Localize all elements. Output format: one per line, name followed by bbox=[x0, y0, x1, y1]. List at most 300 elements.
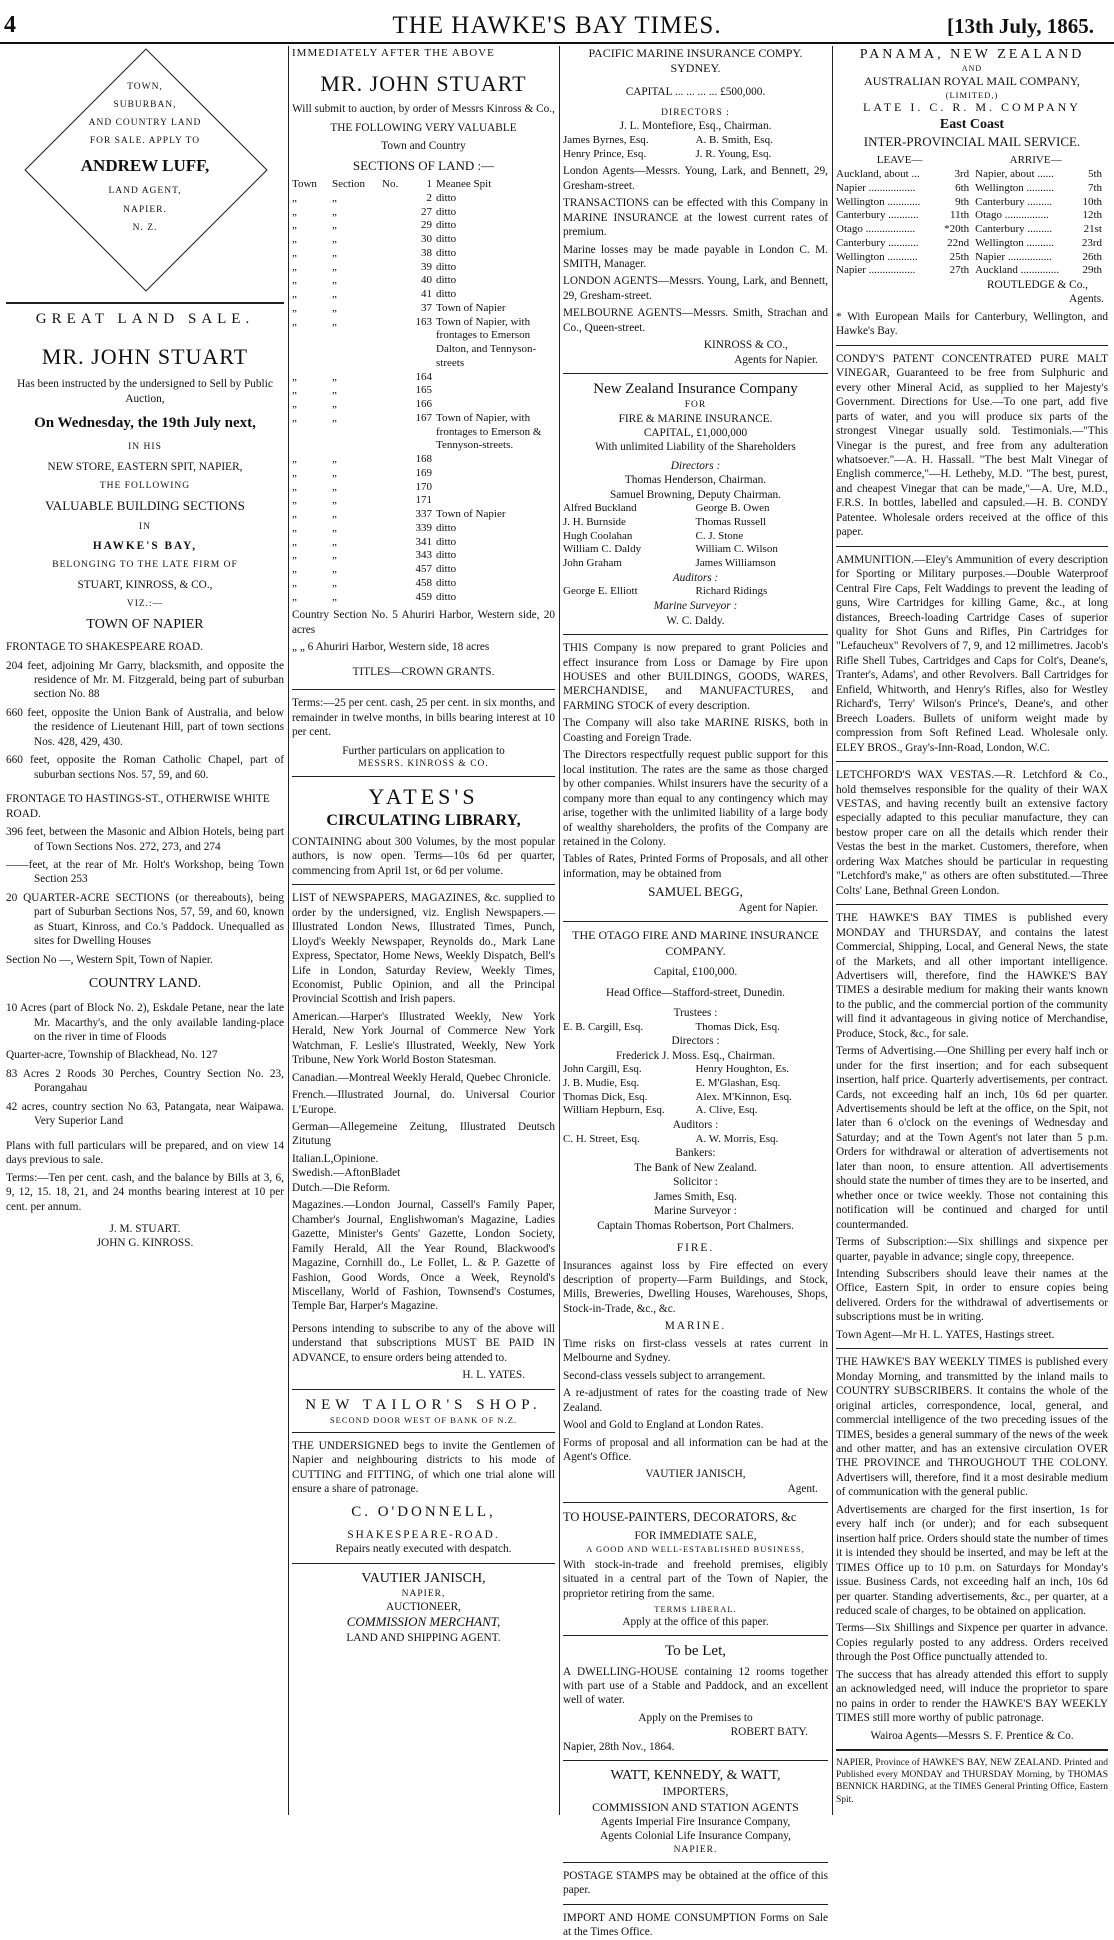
table-cell: William C. Daldy bbox=[563, 543, 642, 556]
ad-text: Capital, £100,000. bbox=[653, 966, 738, 979]
ad-text: Frederick J. Moss. Esq., Chairman. bbox=[615, 1049, 776, 1062]
section-number: 341 bbox=[415, 535, 432, 548]
ad-text: (LIMITED,) bbox=[945, 89, 999, 100]
ad-text: W. C. Daldy. bbox=[666, 614, 725, 627]
section-desc: Town of Napier bbox=[436, 508, 506, 521]
lot-item: 660 feet, opposite the Roman Catholic Chapel, part of suburban sections Nos. 57, 59, and 60. bbox=[6, 754, 284, 781]
ad-text: Bankers: bbox=[675, 1147, 716, 1160]
ad-line: TOWN, bbox=[127, 82, 163, 92]
table-row bbox=[292, 219, 555, 233]
hawkes-bay: HAWKE'S BAY, bbox=[92, 539, 198, 552]
ditto-mark: „ bbox=[292, 219, 297, 232]
divider bbox=[563, 1904, 828, 1905]
divider bbox=[563, 1502, 828, 1503]
ditto-mark: „ bbox=[332, 315, 337, 328]
country-section: „ „ 6 Ahuriri Harbor, Western side, 18 acres bbox=[292, 641, 490, 654]
to-be-let-heading: To be Let, bbox=[664, 1643, 726, 1660]
table-cell: George E. Elliott bbox=[563, 585, 638, 598]
plans-note: Plans with full particulars will be prepared, and on view 14 days previous to sale. bbox=[6, 1139, 284, 1167]
ditto-mark: „ bbox=[332, 590, 337, 603]
mail-cell: Wellington ............ bbox=[836, 195, 921, 208]
ad-text: Apply at the office of this paper. bbox=[622, 1615, 769, 1628]
ditto-mark: „ bbox=[292, 384, 297, 397]
ditto-mark: „ bbox=[292, 411, 297, 424]
ad-text: IN bbox=[138, 521, 152, 532]
section-number: 2 bbox=[426, 191, 432, 204]
ad-name: ANDREW LUFF, bbox=[80, 156, 210, 176]
ditto-mark: „ bbox=[332, 219, 337, 232]
ad-text: Tables of Rates, Printed Forms of Proposals, and all other information, may be obtained from bbox=[563, 853, 828, 880]
table-row bbox=[292, 233, 555, 247]
table-cell: Thomas Dick, Esq. bbox=[695, 1020, 780, 1033]
ditto-mark: „ bbox=[332, 288, 337, 301]
table-row bbox=[563, 585, 828, 599]
table-cell: Hugh Coolahan bbox=[563, 529, 633, 542]
table-cell: A. Clive, Esq. bbox=[695, 1104, 758, 1117]
ad-line: N. Z. bbox=[132, 222, 158, 233]
ad-line: AND COUNTRY LAND bbox=[88, 118, 202, 129]
section-desc: Town of Napier, with frontages to Emerson & Tennyson-streets. bbox=[436, 411, 542, 452]
pacific-heading: PACIFIC MARINE INSURANCE COMPY. SYDNEY. bbox=[588, 46, 803, 76]
table-row bbox=[292, 247, 555, 261]
ad-text: Time risks on first-class vessels at rates current in Melbourne and Sydney. bbox=[563, 1337, 828, 1365]
section-number: 39 bbox=[421, 260, 432, 273]
ad-text: Wairoa Agents—Messrs S. F. Prentice & Co. bbox=[870, 1729, 1074, 1742]
section-number: 164 bbox=[415, 370, 432, 383]
table-cell: A. W. Morris, Esq. bbox=[695, 1132, 779, 1145]
mail-cell: 29th bbox=[1082, 264, 1102, 277]
masthead bbox=[0, 0, 1114, 40]
table-row bbox=[836, 223, 1108, 237]
table-cell: William C. Wilson bbox=[695, 543, 778, 556]
divider bbox=[292, 1563, 555, 1564]
table-row bbox=[563, 1077, 828, 1091]
ditto-mark: „ bbox=[292, 260, 297, 273]
condy-ad: CONDY'S PATENT CONCENTRATED PURE MALT VINEGAR, Guaranteed to be free from Sulphuric and every other Mineral Acid, as supplied to her Majesty's Government. Directions for Use.—To one part, add five parts of water, and you will produce six parts of the strongest Vinegar usually sold. Testimonials.—"This Vinegar is the purest, and free from any adulteration whatsoever."—A. H. Hassall. "The best Malt Vinegar of English commerce,"—H. Letheby, M.D. "The best, purest, and cheapest Vinegar that can be made,"—A. Ure, M.D., F.R.S. In bottles, labelled and capsuled.—H. B. CONDY Patentee. Wholesale orders received at the office of this paper. bbox=[836, 352, 1108, 539]
ditto-mark: „ bbox=[292, 563, 297, 576]
ad-text: FOR IMMEDIATE SALE, bbox=[634, 1530, 757, 1543]
ad-text: The Company will also take MARINE RISKS, both in Coasting and Foreign Trade. bbox=[563, 717, 828, 744]
table-cell: No. bbox=[382, 178, 399, 191]
ad-text: J. L. Montefiore, Esq., Chairman. bbox=[619, 120, 772, 133]
ditto-mark: „ bbox=[292, 191, 297, 204]
ad-text: Has been instructed by the undersigned to Sell by Public Auction, bbox=[17, 378, 273, 405]
newspaper-list: LIST of NEWSPAPERS, MAGAZINES, &c. supplied to order by the undersigned, viz. English Newspapers.—Illustrated London News, Illustrated Times, Punch, Lloyd's Weekly Newspaper, Reynolds do., Mark Lane Express, Spectator, Home News, Weekly Dispatch, Bell's Life in London, Saturday Review, Weekly Times, Economist, Public Opinion, and all the Principal Provincial Scottish and Irish papers. bbox=[292, 892, 555, 1006]
section-desc: ditto bbox=[436, 590, 457, 603]
mail-cell: Napier ................. bbox=[836, 264, 916, 277]
sections-heading: SECTIONS OF LAND :— bbox=[352, 157, 495, 173]
ad-text: NAPIER, bbox=[401, 1588, 446, 1599]
lot-item: 20 QUARTER-ACRE SECTIONS (or thereabouts), being part of Suburban Sections Nos, 57, 59, and 60, known as Stuart, Kinross, and Co.'s Paddock. Unequalled as sites for Dwelling Houses bbox=[6, 891, 284, 948]
frontage-heading: FRONTAGE TO SHAKESPEARE ROAD. bbox=[6, 641, 204, 654]
ammunition-ad: AMMUNITION.—Eley's Ammunition of every description for Sporting or Military purposes.—Double Waterproof Central Fire Caps, Felt Waddings to prevent the leading of guns, Wire Cartridges for killing Game, &c., at long distances, Breech-loading Cartridge Cases of superior quality for Shot Guns and Rifles, Pin Cartridges for "Lefaucheux" Revolvers of 7, 9, and 12 millimetres. Jacob's Rifle Shell Tubes, Cartridges and Caps for Colt's, Deane's, Tranter's, Adams', and other Revolvers. Ball Cartridges for Enfield, Whitworth, and Henry's Rifles, also for Westley Richard's, Terry' Wilson's Prince's, Deane's, and other Breech Loaders. Bullets of uniform weight made by compression from Soft Refined Lead. Wholesale only. ELEY BROS., Gray's-Inn-Road, London, W.C. bbox=[836, 553, 1108, 754]
terms-note: Terms:—25 per cent. cash, 25 per cent. in six months, and remainder in twelve months, in bills bearing interest at 10 per cent. bbox=[292, 697, 555, 739]
ditto-mark: „ bbox=[292, 576, 297, 589]
ditto-mark: „ bbox=[292, 494, 297, 507]
section-desc: ditto bbox=[436, 535, 457, 548]
ditto-mark: „ bbox=[332, 398, 337, 411]
weekly-notice: The success that has already attended this effort to supply an acknowledged need, will induce the proprietor to spare no pains in order to render the HAWKE'S BAY WEEKLY TIMES still more worthy of public patronage. bbox=[836, 1668, 1108, 1725]
mail-cell: *20th bbox=[944, 223, 970, 236]
table-row bbox=[292, 261, 555, 275]
column-divider bbox=[288, 46, 289, 1815]
ad-text: MELBOURNE AGENTS—Messrs. Smith, Strachan and Co., Queen-street. bbox=[563, 307, 828, 334]
mail-cell: Napier ................. bbox=[836, 181, 916, 194]
ditto-mark: „ bbox=[292, 301, 297, 314]
section-number: 30 bbox=[421, 233, 432, 246]
section-number: 458 bbox=[415, 576, 432, 589]
nzi-heading: New Zealand Insurance Company bbox=[593, 381, 798, 398]
immediately-heading: IMMEDIATELY AFTER THE ABOVE bbox=[292, 47, 495, 59]
sale-date: On Wednesday, the 19th July next, bbox=[34, 415, 256, 432]
mail-cell: Canterbury ........... bbox=[836, 236, 919, 249]
newspaper-list: Italian.L,Opinione. bbox=[292, 1152, 379, 1165]
ad-text: VIZ.:— bbox=[126, 599, 164, 610]
great-land-sale-heading: GREAT LAND SALE. bbox=[35, 311, 255, 327]
table-row bbox=[292, 467, 555, 481]
section-desc bbox=[436, 384, 555, 398]
capital-line: CAPITAL ... ... ... ... £500,000. bbox=[625, 85, 766, 98]
ad-text: AUCTIONEER, bbox=[386, 1600, 461, 1613]
ditto-mark: „ bbox=[332, 521, 337, 534]
ad-text: Marine losses may be made payable in London C. M. SMITH, Manager. bbox=[563, 243, 828, 270]
ditto-mark: „ bbox=[292, 370, 297, 383]
ditto-mark: „ bbox=[292, 590, 297, 603]
table-row bbox=[292, 288, 555, 302]
table-cell: A. B. Smith, Esq. bbox=[695, 133, 773, 146]
table-row bbox=[292, 536, 555, 550]
divider bbox=[563, 373, 828, 374]
hbt-notice: Intending Subscribers should leave their names at the Office, Eastern Spit, in order to ensure copies being delivered. Orders for the withdrawal of advertisements or subscriptions must be in writing. bbox=[836, 1268, 1108, 1324]
table-cell: E. B. Cargill, Esq. bbox=[563, 1020, 644, 1033]
mail-cell: Canterbury ......... bbox=[975, 195, 1053, 208]
mail-cell: 5th bbox=[1087, 168, 1102, 181]
mail-cell: Canterbury ........... bbox=[836, 209, 919, 222]
ad-text: Marine Surveyor : bbox=[653, 600, 738, 613]
section-desc bbox=[436, 371, 555, 385]
newspaper-list: Magazines.—London Journal, Cassell's Family Paper, Chamber's Journal, Englishwoman's Magazine, Ladies Gazette, Minister's Gents' Gazette, London Society, Family Herald, All the Year Round, Blackwood's Magazine, Cornhill do., Le Follet, L. & P. Gazette of Fashion, Good Words, Once a Week, Reynold's Miscellany, World of Fashion, Townsend's Costumes, Temple Bar, Harper's Magazine. bbox=[292, 1199, 555, 1313]
otago-heading: THE OTAGO FIRE AND MARINE INSURANCE COMPANY. bbox=[572, 928, 819, 958]
signature: KINROSS & CO., bbox=[703, 339, 788, 352]
mail-cell: 27th bbox=[949, 264, 970, 277]
ad-text: IMPORTERS, bbox=[662, 1786, 729, 1799]
table-cell: Henry Houghton, Es. bbox=[695, 1063, 789, 1076]
divider bbox=[836, 904, 1108, 905]
table-row bbox=[292, 591, 555, 605]
table-row bbox=[292, 577, 555, 591]
lot-item: 204 feet, adjoining Mr Garry, blacksmith, and opposite the residence of Mr. M. Fitzgerald, being part of suburban section No. 88 bbox=[6, 659, 284, 701]
ad-text: Persons intending to subscribe to any of the above will understand that subscriptions MUST BE PAID IN ADVANCE, to ensure orders being attended to. bbox=[292, 1322, 555, 1364]
newspaper-list: German—Allegemeine Zeitung, Illustrated Deutsch Zitutung bbox=[292, 1121, 555, 1148]
signature: ROUTLEDGE & Co., bbox=[986, 279, 1088, 292]
ad-text: THE FOLLOWING VERY VALUABLE bbox=[330, 121, 517, 134]
divider bbox=[292, 689, 555, 690]
ad-text: THE UNDERSIGNED begs to invite the Gentlemen of Napier and neighbouring districts to his mode of CUTTING and FITTING, of which one trial alone will ensure a share of patronage. bbox=[292, 1439, 555, 1496]
table-row bbox=[292, 412, 555, 453]
table-cell: Thomas Dick, Esq. bbox=[563, 1090, 648, 1103]
table-cell: J. R. Young, Esq. bbox=[695, 147, 772, 160]
ditto-mark: „ bbox=[332, 563, 337, 576]
table-cell: Thomas Russell bbox=[695, 515, 767, 528]
ad-text: Directors : bbox=[671, 1035, 720, 1048]
section-desc: ditto bbox=[436, 288, 457, 301]
ditto-mark: „ bbox=[332, 494, 337, 507]
table-cell: James Byrnes, Esq. bbox=[563, 133, 649, 146]
ad-text: * With European Mails for Canterbury, Wellington, and Hawke's Bay. bbox=[836, 310, 1108, 338]
frontage-heading: FRONTAGE TO HASTINGS-ST., OTHERWISE WHITE ROAD. bbox=[6, 793, 270, 820]
lot-item: Section No —, Western Spit, Town of Napier. bbox=[6, 953, 213, 966]
mail-cell: 9th bbox=[955, 195, 970, 208]
section-desc: ditto bbox=[436, 205, 457, 218]
trustees-table bbox=[563, 1021, 828, 1035]
mail-cell: 23rd bbox=[1081, 236, 1102, 249]
ad-text: Forms of proposal and all information can be had at the Agent's Office. bbox=[563, 1436, 828, 1463]
mail-cell: Otago .................. bbox=[836, 223, 916, 236]
ditto-mark: „ bbox=[292, 480, 297, 493]
table-cell: LEAVE— bbox=[876, 154, 923, 167]
column-1 bbox=[6, 46, 284, 1815]
table-row bbox=[292, 371, 555, 385]
mail-cell: 10th bbox=[1082, 195, 1102, 208]
section-number: 163 bbox=[415, 315, 432, 328]
newspaper-list: American.—Harper's Illustrated Weekly, New York Herald, New York Journal of Commerce New York Watchman, F. Leslie's Illustrated, Weekly, New York Tribune, New York World Boston Statesman. bbox=[292, 1010, 555, 1067]
section-number: 27 bbox=[421, 205, 432, 218]
ditto-mark: „ bbox=[332, 274, 337, 287]
table-row bbox=[292, 192, 555, 206]
section-desc: Town of Napier, with frontages to Emerson Dalton, and Tennyson-streets bbox=[436, 315, 537, 369]
divider bbox=[6, 302, 284, 304]
section-desc: ditto bbox=[436, 233, 457, 246]
ad-text: COMMISSION AND STATION AGENTS bbox=[592, 1799, 799, 1814]
ad-text: AUSTRALIAN ROYAL MAIL COMPANY, bbox=[864, 74, 1080, 89]
section-number: 166 bbox=[415, 398, 432, 411]
sections-rows bbox=[292, 192, 555, 605]
ad-text: Auditors : bbox=[672, 1119, 719, 1132]
section-number: 37 bbox=[421, 301, 432, 314]
directors-table bbox=[563, 502, 828, 571]
table-row bbox=[292, 549, 555, 563]
ditto-mark: „ bbox=[292, 535, 297, 548]
ad-text: James Smith, Esq. bbox=[654, 1190, 737, 1203]
ad-text: With unlimited Liability of the Shareholders bbox=[595, 441, 796, 454]
table-row bbox=[292, 206, 555, 220]
table-cell: Meanee Spit bbox=[436, 178, 492, 191]
ditto-mark: „ bbox=[292, 205, 297, 218]
ad-text: Directors : bbox=[670, 459, 721, 472]
section-desc: ditto bbox=[436, 260, 457, 273]
ad-text: COMMISSION MERCHANT, bbox=[346, 1614, 501, 1630]
table-cell: William Hepburn, Esq. bbox=[563, 1104, 665, 1117]
mail-cell: 6th bbox=[955, 181, 970, 194]
ditto-mark: „ bbox=[292, 549, 297, 562]
section-number: 167 bbox=[415, 411, 432, 424]
table-row bbox=[292, 453, 555, 467]
ditto-mark: „ bbox=[332, 480, 337, 493]
mail-cell: Canterbury ......... bbox=[975, 223, 1053, 236]
housepainters-heading: TO HOUSE-PAINTERS, DECORATORS, &c bbox=[563, 1510, 797, 1525]
ad-text: Trustees : bbox=[673, 1007, 718, 1020]
mail-cell: 21st bbox=[1083, 223, 1102, 236]
ad-text: IN HIS bbox=[128, 442, 162, 453]
table-row bbox=[563, 134, 828, 148]
section-number: 165 bbox=[415, 384, 432, 397]
valuable-sections: VALUABLE BUILDING SECTIONS bbox=[45, 498, 245, 514]
divider bbox=[836, 546, 1108, 547]
table-cell: John Graham bbox=[563, 557, 622, 570]
ad-text: POSTAGE STAMPS may be obtained at the office of this paper. bbox=[563, 1870, 828, 1897]
table-row bbox=[292, 302, 555, 316]
table-row bbox=[292, 522, 555, 536]
firm-name: STUART, KINROSS, & CO., bbox=[77, 578, 213, 591]
ad-text: LAND AND SHIPPING AGENT. bbox=[346, 1631, 501, 1644]
divider bbox=[836, 1348, 1108, 1349]
hbt-notice: Terms of Subscription:—Six shillings and sixpence per quarter, payable in advance; single copy, threepence. bbox=[836, 1236, 1108, 1263]
ad-line: FOR SALE. APPLY TO bbox=[89, 136, 201, 147]
weekly-notice: Terms—Six Shillings and Sixpence per quarter in advance. Copies regularly posted to any address. Orders received through the Post Office punctually attended to. bbox=[836, 1622, 1108, 1664]
ad-text: MESSRS. KINROSS & CO. bbox=[358, 759, 489, 770]
ad-text: SECOND DOOR WEST OF BANK OF N.Z. bbox=[329, 1414, 518, 1425]
ad-text: Agents Imperial Fire Insurance Company, bbox=[600, 1815, 791, 1828]
table-row bbox=[563, 1091, 828, 1105]
section-number: 337 bbox=[415, 508, 432, 521]
section-number: 457 bbox=[415, 563, 432, 576]
ad-text: TRANSACTIONS can be effected with this Company in MARINE INSURANCE at the lowest current rates of premium. bbox=[563, 197, 828, 239]
east-coast: East Coast bbox=[939, 116, 1005, 132]
ad-text: SHAKESPEARE-ROAD. bbox=[347, 1528, 500, 1541]
mail-cell: Wellington ........... bbox=[836, 250, 918, 263]
watt-heading: WATT, KENNEDY, & WATT, bbox=[610, 1768, 781, 1784]
section-number: 29 bbox=[421, 219, 432, 232]
table-row bbox=[563, 516, 828, 530]
ad-text: Napier, 28th Nov., 1864. bbox=[563, 1740, 675, 1753]
table-cell: John Cargill, Esq. bbox=[563, 1063, 642, 1076]
section-number: 41 bbox=[421, 288, 432, 301]
ditto-mark: „ bbox=[332, 535, 337, 548]
ad-text: Marine Surveyor : bbox=[654, 1205, 737, 1218]
section-number: 343 bbox=[415, 549, 432, 562]
table-row bbox=[292, 563, 555, 577]
table-row bbox=[563, 530, 828, 544]
ad-text: Agents Colonial Life Insurance Company, bbox=[600, 1830, 791, 1843]
column-3 bbox=[563, 46, 828, 1939]
library-heading: CIRCULATING LIBRARY, bbox=[326, 812, 521, 830]
mail-cell: 22nd bbox=[947, 236, 970, 249]
ad-line: SUBURBAN, bbox=[113, 100, 177, 111]
mail-cell: Auckland, about ... bbox=[836, 168, 920, 181]
table-row bbox=[836, 209, 1108, 223]
table-row bbox=[563, 543, 828, 557]
mail-header bbox=[836, 154, 1108, 168]
ditto-mark: „ bbox=[292, 521, 297, 534]
ad-text: Solicitor : bbox=[673, 1176, 718, 1189]
table-row bbox=[292, 398, 555, 412]
table-cell: Alfred Buckland bbox=[563, 502, 637, 515]
ad-text: Agent. bbox=[787, 1482, 818, 1495]
section-number: 339 bbox=[415, 521, 432, 534]
lot-item: 660 feet, opposite the Union Bank of Australia, and below the residence of Lieutenant Hill, part of town sections Nos. 428, 429, 430. bbox=[6, 706, 284, 748]
lot-item: ——feet, at the rear of Mr. Holt's Workshop, being Town Section 253 bbox=[6, 859, 284, 886]
ad-text: The Bank of New Zealand. bbox=[634, 1161, 757, 1174]
mail-schedule bbox=[836, 168, 1108, 278]
ditto-mark: „ bbox=[292, 508, 297, 521]
newspaper-list: Dutch.—Die Reform. bbox=[292, 1181, 391, 1194]
ad-text: Agents. bbox=[1069, 293, 1104, 306]
table-row bbox=[292, 384, 555, 398]
column-divider bbox=[559, 46, 560, 1815]
newspaper-list: Swedish.—AftonBladet bbox=[292, 1167, 401, 1180]
table-cell: C. H. Street, Esq. bbox=[563, 1132, 640, 1145]
section-desc bbox=[436, 453, 555, 467]
ad-text: AND bbox=[961, 63, 983, 73]
ad-text: Head Office—Stafford-street, Dunedin. bbox=[605, 986, 786, 999]
mail-cell: 25th bbox=[949, 250, 970, 263]
section-desc: ditto bbox=[436, 549, 457, 562]
table-row bbox=[563, 1133, 828, 1147]
table-cell: George B. Owen bbox=[695, 502, 770, 515]
section-desc: ditto bbox=[436, 274, 457, 287]
ad-text: Samuel Browning, Deputy Chairman. bbox=[610, 488, 781, 501]
directors-table bbox=[563, 1063, 828, 1118]
section-desc bbox=[436, 494, 555, 508]
ditto-mark: „ bbox=[292, 288, 297, 301]
table-cell: C. J. Stone bbox=[695, 529, 744, 542]
ditto-mark: „ bbox=[332, 453, 337, 466]
section-number: 40 bbox=[421, 274, 432, 287]
mail-cell: 12th bbox=[1082, 209, 1102, 222]
mail-cell: Otago ................ bbox=[975, 209, 1049, 222]
signature: J. M. STUART. bbox=[109, 1222, 181, 1235]
section-desc bbox=[436, 467, 555, 481]
store-line: NEW STORE, EASTERN SPIT, NAPIER, bbox=[47, 460, 243, 473]
auditors-table bbox=[563, 1133, 828, 1147]
ditto-mark: „ bbox=[292, 246, 297, 259]
tailor-name: C. O'DONNELL, bbox=[351, 1503, 496, 1520]
ad-text: A GOOD AND WELL-ESTABLISHED BUSINESS, bbox=[586, 1543, 805, 1554]
library-text: CONTAINING about 300 Volumes, by the most popular authors, is now open. Terms—10s 6d per quarter, commencing from April 1st, or 6d per volume. bbox=[292, 835, 555, 877]
ad-text: CAPITAL, £1,000,000 bbox=[643, 426, 748, 439]
mail-cell: 7th bbox=[1087, 181, 1102, 194]
ad-line: LAND AGENT, bbox=[108, 186, 182, 197]
table-cell: James Williamson bbox=[695, 557, 776, 570]
table-row bbox=[292, 316, 555, 371]
divider bbox=[836, 345, 1108, 346]
ad-text: LONDON AGENTS—Messrs. Young, Lark, and Bennett, 29, Gresham-street. bbox=[563, 275, 828, 302]
table-cell: 1 bbox=[426, 178, 432, 191]
marine-heading: MARINE. bbox=[664, 1320, 727, 1333]
divider bbox=[563, 921, 828, 922]
table-cell: Town bbox=[292, 178, 317, 191]
hbt-notice: Terms of Advertising.—One Shilling per every half inch or under for the first insertion; and for each subsequent insertion, half price. Quarterly advertisements, per contract. Cards, not exceeding half an inch, 10s 6d per quarter. Advertisements should be left at the office, on the Spit, not later than 6 o'clock on the evenings of Wednesday and Saturday; and at the Town Agent's not later than 5 p.m. Orders for withdrawal or alteration of advertisements not later than noon, to ensure attention. All advertisements should state the number of times they are to be inserted, and whether once or twice weekly. Those not containing this notification will be continued and charged for until countermanded. bbox=[836, 1045, 1108, 1231]
table-cell: Henry Prince, Esq. bbox=[563, 147, 647, 160]
letchford-ad: LETCHFORD'S WAX VESTAS.—R. Letchford & Co., hold themselves responsible for the quality of their WAX VESTAS, and having recently built an extensive factory especially adapted to this peculiar manufacture, they can bestow proper care on all the details which render their Vestas the best in the market. Customers, therefore, when ordering Wax Matches should be particular in requesting "Letchford's make," as others are often substituted.—Three Colts' Lane, Bethnal Green London. bbox=[836, 769, 1108, 897]
mail-service: INTER-PROVINCIAL MAIL SERVICE. bbox=[863, 133, 1081, 149]
table-row bbox=[836, 251, 1108, 265]
divider bbox=[836, 1749, 1108, 1751]
section-number: 459 bbox=[415, 590, 432, 603]
ditto-mark: „ bbox=[332, 549, 337, 562]
titles-heading: TITLES—CROWN GRANTS. bbox=[352, 665, 495, 678]
section-desc: ditto bbox=[436, 246, 457, 259]
auctioneer-name: MR. JOHN STUART bbox=[41, 344, 249, 370]
ditto-mark: „ bbox=[332, 205, 337, 218]
table-row bbox=[563, 1063, 828, 1077]
ditto-mark: „ bbox=[292, 466, 297, 479]
column-4 bbox=[836, 46, 1108, 1815]
table-row bbox=[836, 237, 1108, 251]
table-row bbox=[563, 1021, 828, 1035]
ad-text: Will submit to auction, by order of Messrs Kinross & Co., bbox=[292, 103, 555, 116]
signature: JOHN G. KINROSS. bbox=[96, 1237, 194, 1250]
